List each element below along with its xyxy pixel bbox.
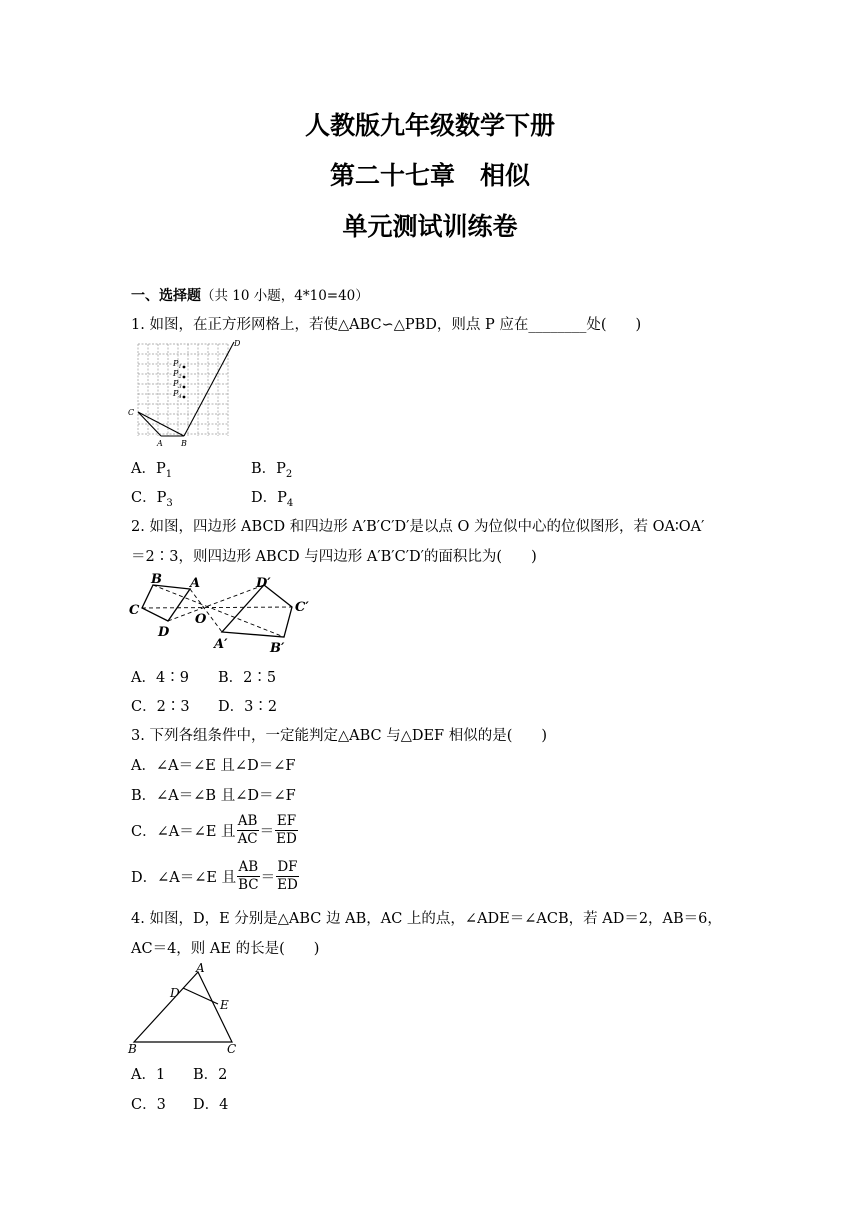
q4-stem-2: AC＝4，则 AE 的长是( )	[131, 941, 320, 957]
q4-option-d: D．4	[193, 1097, 229, 1113]
q2-option-b: B．2∶5	[218, 670, 277, 686]
q1-figure	[126, 338, 246, 450]
q1-label-p-sub: 1	[178, 364, 182, 370]
q3-c-fraction-1: $\frac{AB}{AC}$	[237, 813, 258, 847]
q2-option-d: D．3∶2	[218, 699, 278, 715]
q2-label-d: D	[158, 625, 170, 640]
q3-option-b: B．∠A＝∠B 且∠D＝∠F	[131, 788, 296, 804]
q4-label-c: C	[227, 1042, 237, 1056]
q2-label-d-prime: D′	[256, 576, 271, 591]
q3-stem: 3. 下列各组条件中，一定能判定△ABC 与△DEF 相似的是( )	[131, 728, 548, 744]
q2-label-b: B	[151, 572, 162, 587]
q1-label-p-sub: 4	[178, 394, 182, 400]
q1-option-c: C．$P_3$	[131, 490, 173, 509]
q3-d-fraction-2: $\frac{DF}{ED}$	[277, 859, 298, 893]
q1-option-b: B．$P_2$	[251, 461, 293, 480]
q1-label-p-sub: 3	[178, 384, 182, 390]
q1-option-a: A．$P_1$	[131, 461, 173, 480]
q4-label-a: A	[196, 961, 205, 975]
q2-stem-2: ＝2∶3，则四边形 ABCD 与四边形 A′B′C′D′的面积比为( )	[131, 549, 537, 565]
section-heading	[131, 284, 369, 305]
q2-label-o: O	[195, 612, 207, 627]
q1-label-d: D	[234, 339, 241, 348]
section-note: （共 10 小题，4*10=40）	[201, 288, 369, 304]
q2-label-c-prime: C′	[295, 600, 309, 615]
q3-option-c: C．∠A＝∠E 且 $\frac{AB}{AC}$ ＝ $\frac{EF}{ED}$	[131, 813, 297, 847]
q2-label-c: C	[129, 603, 140, 618]
q4-option-a: A．1	[131, 1067, 166, 1083]
q1-label-a: A	[157, 439, 163, 448]
q3-option-a: A．∠A＝∠E 且∠D＝∠F	[131, 758, 296, 774]
q2-option-a: A．4∶9	[131, 670, 189, 686]
q4-label-d: D	[170, 986, 180, 1000]
q1-label-p4: $P_4$	[173, 389, 182, 400]
q1-stem: 1. 如图，在正方形网格上，若使△ABC∽△PBD，则点 P 应在________处( )	[131, 317, 642, 333]
q3-d-fraction-1: $\frac{AB}{BC}$	[238, 859, 259, 893]
q2-label-b-prime: B′	[270, 641, 285, 656]
q1-label-p-sub: 2	[178, 374, 182, 380]
section-label: 一、选择题	[131, 288, 201, 304]
q1-label-p1: $P_1$	[173, 359, 182, 370]
q1-label-p3: $P_3$	[173, 379, 182, 390]
test-title: 单元测试训练卷	[342, 212, 518, 241]
chapter-title: 第二十七章 相似	[329, 161, 530, 190]
q4-stem-1: 4. 如图，D，E 分别是△ABC 边 AB，AC 上的点，∠ADE＝∠ACB，若 AD＝2，AB＝6，	[131, 911, 722, 927]
q2-option-c: C．2∶3	[131, 699, 190, 715]
q4-option-c: C．3	[131, 1097, 166, 1113]
q4-figure	[126, 960, 246, 1056]
q3-c-fraction-2: $\frac{EF}{ED}$	[276, 813, 297, 847]
q1-option-d: D．$P_4$	[251, 490, 294, 509]
q1-label-b: B	[181, 439, 187, 448]
q1-label-c: C	[128, 408, 135, 417]
q1-label-p2: $P_2$	[173, 369, 182, 380]
q2-figure	[126, 570, 326, 656]
q4-option-b: B．2	[193, 1067, 228, 1083]
q2-label-a-prime: A′	[214, 637, 228, 652]
q4-label-e: E	[220, 998, 229, 1012]
q3-option-d: D．∠A＝∠E 且 $\frac{AB}{BC}$ ＝ $\frac{DF}{ED}$	[131, 859, 298, 893]
q2-label-a: A	[190, 576, 201, 591]
q2-stem-1: 2. 如图，四边形 ABCD 和四边形 A′B′C′D′是以点 O 为位似中心的位似图形，若 OA∶OA′	[131, 519, 705, 535]
q4-label-b: B	[128, 1042, 137, 1056]
doc-title: 人教版九年级数学下册	[304, 111, 555, 140]
